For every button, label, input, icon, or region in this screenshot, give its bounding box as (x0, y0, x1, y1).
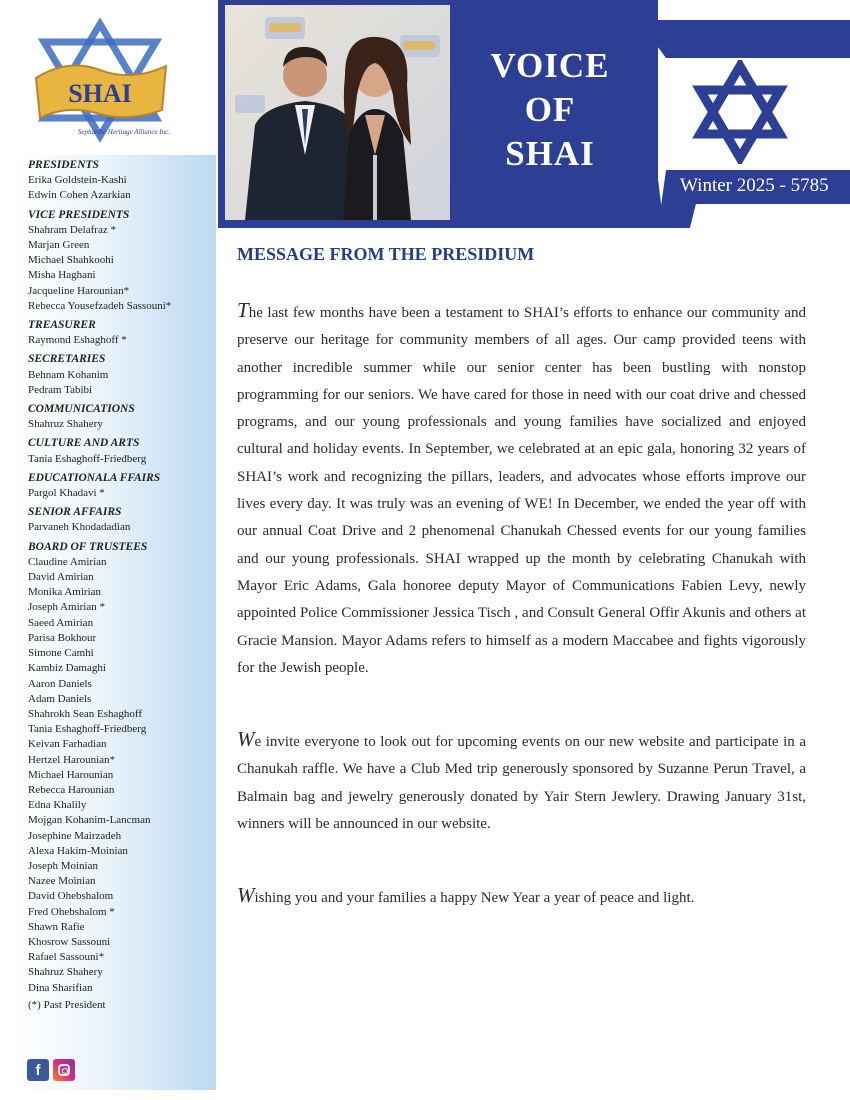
member-name: Nazee Moinian (28, 875, 96, 888)
article-heading: MESSAGE FROM THE PRESIDIUM (237, 244, 535, 264)
member-name: Dina Sharifian (28, 981, 93, 994)
member-name: Michael Harounian (28, 768, 114, 781)
member-name: David Amirian (28, 571, 94, 584)
svg-text:SHAI: SHAI (68, 79, 132, 108)
edition-label: Winter 2025 - 5785 (680, 175, 829, 196)
role-heading: CULTURE AND ARTS (28, 437, 140, 450)
member-name: Joseph Moinian (28, 859, 98, 872)
member-name: Michael Shahkoohi (28, 254, 114, 267)
drop-initial: T (237, 298, 249, 322)
member-name: Raymond Eshaghoff * (28, 334, 127, 347)
star-of-david-icon (692, 60, 788, 164)
member-name: Tania Eshaghoff-Friedberg (28, 723, 147, 736)
member-name: Khosrow Sassouni (28, 935, 111, 948)
member-name: Saeed Amirian (28, 616, 94, 629)
member-name: Parisa Bokhour (28, 631, 97, 644)
member-name: Jacqueline Harounian* (28, 284, 130, 297)
member-name: Shahrokh Sean Eshaghoff (28, 707, 143, 720)
paragraph (237, 882, 806, 912)
role-heading: COMMUNICATIONS (28, 403, 135, 416)
member-name: Rafael Sassouni* (28, 951, 105, 964)
member-name: Alexa Hakim-Moinian (28, 844, 128, 857)
role-heading: BOARD OF TRUSTEES (28, 540, 148, 553)
member-name: Keivan Farhadian (28, 738, 107, 751)
masthead-title-line: OF (524, 90, 576, 129)
role-heading: EDUCATIONALA FFAIRS (28, 471, 161, 484)
drop-initial: W (237, 883, 255, 908)
paragraph-text: e invite everyone to look out for upcoming events on our new website and participate in a Chanukah raffle. We have a Club Med trip generously sponsored by Suzanne Perun Travel, a Balmain bag and jewelry generously donated by Yair Stern Jewlery. Drawing January 31st, winners will be announced in our website. (237, 734, 806, 833)
drop-initial: W (237, 727, 255, 752)
member-name: Joseph Amirian * (28, 601, 105, 614)
member-name: Edwin Cohen Azarkian (28, 189, 131, 202)
paragraph (237, 297, 806, 682)
member-name: Edna Khalily (28, 799, 87, 812)
instagram-icon[interactable] (53, 1059, 75, 1081)
svg-text:Sephardic Heritage Alliance In: Sephardic Heritage Alliance Inc. (77, 128, 171, 136)
member-name: Rebecca Yousefzadeh Sassouni* (28, 299, 172, 312)
member-name: Pedram Tabibi (28, 383, 93, 396)
member-name: Fred Ohebshalom * (28, 905, 115, 918)
member-name: Erika Goldstein-Kashi (28, 174, 127, 187)
member-name: Tania Eshaghoff-Friedberg (28, 452, 147, 465)
paragraph-text: he last few months have been a testament to SHAI’s efforts to enhance our community and preserve our heritage for community members of all ages. Our camp provided teens with another incredible summer while our senior center has been bustling with nonstop programming for our seniors. We have cared for those in need with our coat drive and chessed programs, and our young professionals and young families have socialized and enjoyed cultural and holiday events. In September, we celebrated at an epic gala, honoring 32 years of SHAI’s work and recognizing the pillars, leaders, and advocates whose efforts improve our lives every day. It was truly was an evening of WE! In December, we ended the year off with our annual Coat Drive and 2 phenomenal Chanukah Chessed events for our young families and our young professionals. SHAI wrapped up the month by celebrating Chanukah with Mayor Eric Adams, Gala honoree deputy Mayor of Communications Fabien Levy, newly appointed Police Commissioner Jessica Tisch , and Consult General Offir Akunis and others at Gracie Mansion. Mayor Adams refers to himself as a modern Maccabee and fights vigorously for the Jewish people. (237, 305, 806, 676)
member-name: Monika Amirian (28, 586, 102, 599)
member-name: Kambiz Damaghi (28, 662, 106, 675)
role-heading: SECRETARIES (28, 353, 106, 366)
member-name: Simone Camhi (28, 647, 94, 660)
social-links (27, 1059, 75, 1081)
member-name: Shahruz Shahery (28, 418, 103, 431)
member-name: Shahruz Shahery (28, 966, 103, 979)
role-heading: VICE PRESIDENTS (28, 208, 130, 221)
masthead-title (470, 44, 630, 176)
leadership-roster (28, 158, 218, 1013)
gala-photo (225, 5, 450, 220)
past-president-footnote: (*) Past President (28, 998, 106, 1011)
article-body (237, 297, 806, 913)
paragraph-text: ishing you and your families a happy New Year a year of peace and light. (254, 890, 695, 907)
masthead-title-line: SHAI (505, 134, 595, 173)
masthead-title-line: VOICE (490, 46, 610, 85)
facebook-icon[interactable]: f (27, 1059, 49, 1081)
role-heading: TREASURER (28, 319, 96, 332)
member-name: David Ohebshalom (28, 890, 114, 903)
role-heading: PRESIDENTS (28, 159, 99, 171)
role-heading: SENIOR AFFAIRS (28, 506, 122, 519)
shai-logo (28, 18, 173, 143)
member-name: Parvaneh Khodadadian (28, 521, 131, 534)
member-name: Misha Haghani (28, 269, 96, 282)
member-name: Aaron Daniels (28, 677, 92, 690)
paragraph (237, 726, 806, 838)
member-name: Mojgan Kohanim-Lancman (28, 814, 151, 827)
member-name: Hertzel Harounian* (28, 753, 116, 766)
member-name: Claudine Amirian (28, 555, 107, 568)
member-name: Shawn Rafie (28, 920, 85, 933)
member-name: Marjan Green (28, 239, 90, 252)
member-name: Behnam Kohanim (28, 368, 109, 381)
member-name: Shahram Delafraz * (28, 223, 116, 236)
member-name: Pargol Khadavi * (28, 487, 105, 500)
member-name: Josephine Mairzadeh (28, 829, 122, 842)
member-name: Rebecca Harounian (28, 783, 115, 796)
member-name: Adam Daniels (28, 692, 92, 705)
